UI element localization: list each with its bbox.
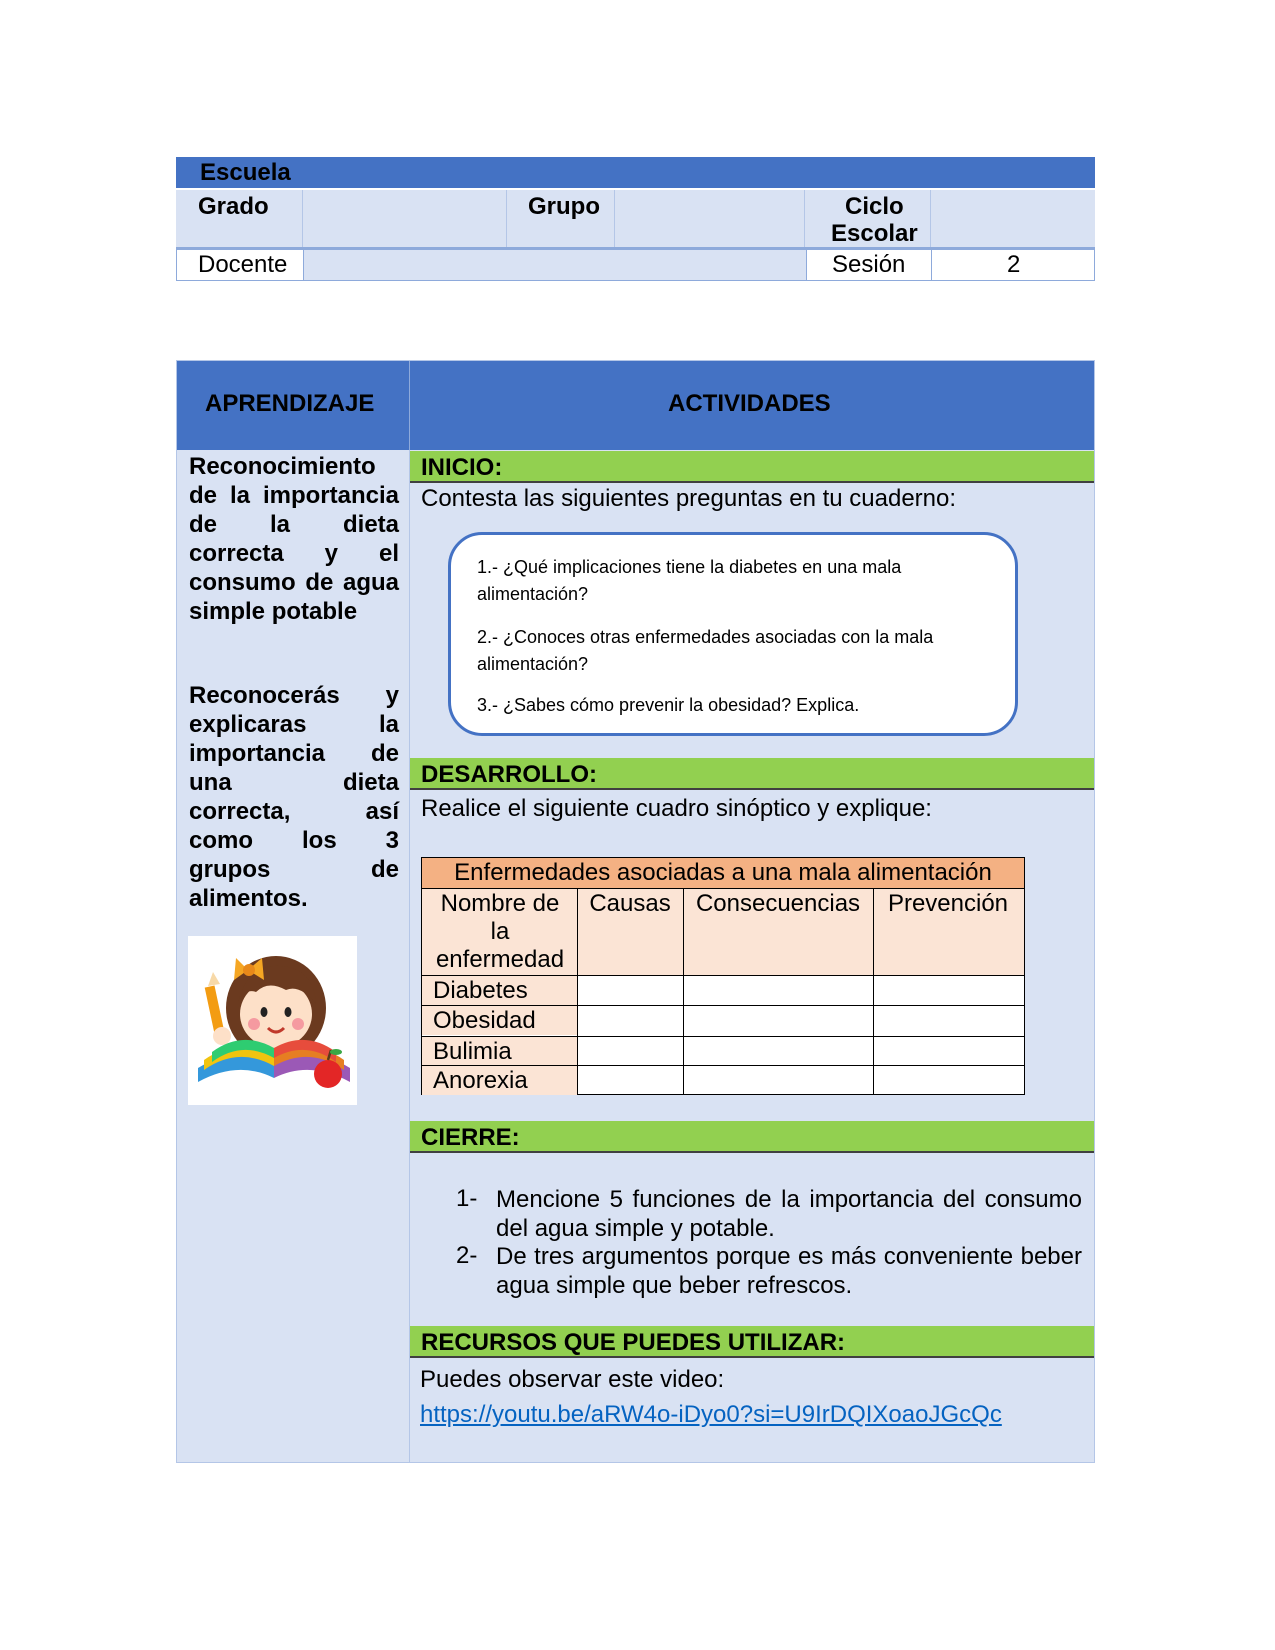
video-link[interactable]: https://youtu.be/aRW4o-iDyo0?si=U9IrDQIXoaoJGcQc (420, 1401, 1002, 1428)
question-1: 1.- ¿Qué implicaciones tiene la diabetes en una mala alimentación? (477, 557, 902, 604)
escuela-label: Escuela (200, 159, 291, 186)
table-row-anorexia: Anorexia (422, 1066, 577, 1095)
column-header-prevencion: Prevención (887, 890, 1009, 917)
table-row-bulimia: Bulimia (422, 1037, 577, 1066)
desarrollo-title: DESARROLLO: (421, 761, 597, 788)
header-row-grado (176, 190, 1095, 249)
cierre-section-bar (410, 1121, 1094, 1153)
docente-label: Docente (198, 251, 288, 278)
cierre-item-1-number: 1- (456, 1185, 478, 1212)
cierre-title: CIERRE: (421, 1124, 520, 1151)
ciclo-label-line2: Escolar (831, 220, 918, 247)
docente-value-cell (303, 250, 807, 280)
inicio-title: INICIO: (421, 454, 503, 481)
synoptic-table-header-row (422, 889, 1024, 976)
header-row-escuela (176, 157, 1095, 188)
aprendizaje-heading: APRENDIZAJE (205, 390, 375, 417)
question-3: 3.- ¿Sabes cómo prevenir la obesidad? Explica. (477, 695, 860, 715)
column-header-consecuencias: Consecuencias (695, 890, 861, 917)
recursos-section-bar (410, 1326, 1094, 1358)
header-row-docente (176, 249, 1095, 281)
aprendizaje-text-2: Reconocerás y explicaras la importancia de una dieta correcta, así como los 3 grupos de alimentos. (189, 682, 399, 912)
sesion-label: Sesión (832, 251, 906, 278)
actividades-heading: ACTIVIDADES (668, 390, 831, 417)
synoptic-table (421, 857, 1025, 1095)
table-row-diabetes: Diabetes (422, 976, 577, 1005)
grupo-label: Grupo (528, 193, 600, 220)
plan-table-header (177, 361, 1094, 450)
synoptic-table-title: Enfermedades asociadas a una mala alimentación (422, 858, 1024, 889)
header-table (176, 157, 1095, 281)
grado-label: Grado (198, 193, 269, 220)
desarrollo-instruction: Realice el siguiente cuadro sinóptico y explique: (421, 795, 932, 822)
cierre-item-2: De tres argumentos porque es más conveniente beber agua simple que beber refrescos. (496, 1243, 1082, 1299)
cierre-item-1: Mencione 5 funciones de la importancia del consumo del agua simple y potable. (496, 1186, 1082, 1242)
cierre-item-2-number: 2- (456, 1242, 478, 1269)
questions-box (448, 532, 1018, 736)
recursos-title: RECURSOS QUE PUEDES UTILIZAR: (421, 1329, 846, 1356)
table-row-obesidad: Obesidad (422, 1006, 577, 1035)
column-header-nombre: Nombre de la enfermedad (435, 890, 565, 973)
aprendizaje-text-1: Reconocimiento de la importancia de la dieta correcta y el consumo de agua simple potable (189, 453, 399, 625)
girl-reading-book-icon (188, 936, 357, 1105)
ciclo-label-line1: Ciclo (845, 193, 904, 220)
inicio-section-bar (410, 451, 1094, 483)
inicio-instruction: Contesta las siguientes preguntas en tu cuaderno: (421, 485, 957, 512)
column-header-causas: Causas (589, 890, 671, 917)
sesion-value: 2 (1007, 251, 1021, 278)
question-2: 2.- ¿Conoces otras enfermedades asociadas con la mala alimentación? (477, 627, 934, 674)
recursos-text: Puedes observar este video: (420, 1366, 725, 1393)
desarrollo-section-bar (410, 758, 1094, 790)
